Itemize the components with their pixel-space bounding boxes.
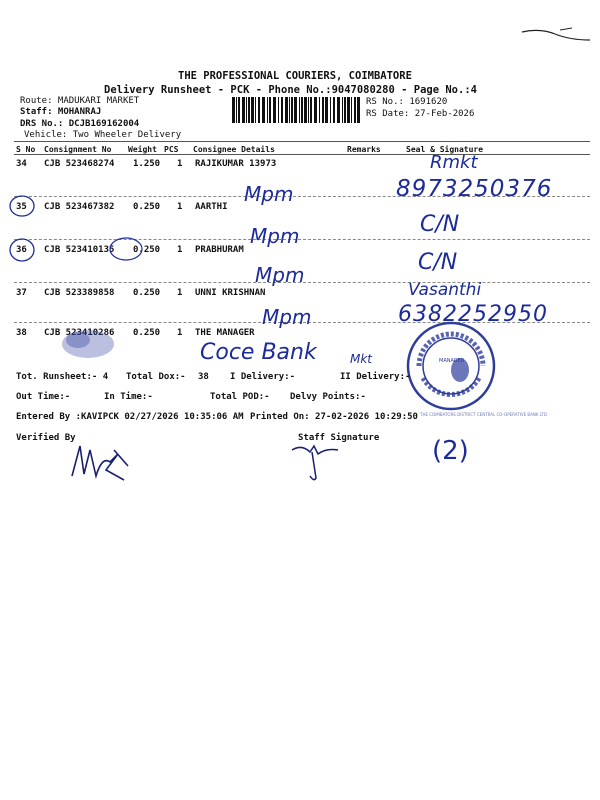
handwritten-name: Rmkt [430,152,478,173]
sno-circle-36 [8,237,38,263]
handwritten-name: Vasanthi [408,280,482,300]
handwritten-cn: C/N [418,250,458,275]
consignment-circle-36 [108,236,148,262]
row-sno: 36 [16,245,27,255]
barcode-bar [258,97,260,123]
handwritten-count: (2) [432,436,469,466]
row-consignment: CJB 523410286 [44,328,115,338]
handwritten-mark: Mpm [262,305,312,329]
row-weight: 0.250 [133,328,161,338]
rs-date: RS Date: 27-Feb-2026 [366,109,475,119]
row-consignment: CJB 523467382 [44,202,115,212]
barcode-bar [357,97,360,123]
table-header-top-rule [14,141,590,142]
handwritten-phone: 6382252950 [398,302,548,327]
barcode-bar [342,97,343,123]
vehicle-label: Vehicle: Two Wheeler Delivery [24,130,182,140]
row-consignee: AARTHI [195,202,228,212]
bank-seal-stamp [405,320,497,412]
barcode-bar [267,97,268,123]
barcode-bar [314,97,317,123]
row-pcs: 1 [177,245,183,255]
total-pod: Total POD:- [210,392,270,402]
stamp-ring-text: THE COIMBATORE DISTRICT CENTRAL CO-OPERATIVE BANK LTD. [420,412,549,417]
row-consignee: UNNI KRISHNAN [195,288,266,298]
delvy-points: Delvy Points:- [290,392,366,402]
row-consignment: CJB 523410135 [44,245,115,255]
barcode-bar [301,97,303,123]
entered-by: Entered By :KAVIPCK 02/27/2026 10:35:06 AM [16,412,244,422]
row-weight: 1.250 [133,159,161,169]
route-label: Route: MADUKARI MARKET [20,96,140,106]
table-header-bottom-rule [14,154,590,155]
verified-by-label: Verified By [16,433,76,443]
handwritten-phone: 8973250376 [396,176,553,202]
barcode-bar [262,97,265,123]
ii-delivery: II Delivery:- [340,372,411,382]
row-sno: 37 [16,288,27,298]
row-pcs: 1 [177,202,183,212]
row-consignee: RAJIKUMAR 13973 [195,159,277,169]
barcode-bar [322,97,324,123]
stamp-center-text: MANAGER [439,358,465,364]
row-consignment: CJB 523468274 [44,159,115,169]
barcode [232,97,362,123]
out-time: Out Time:- [16,392,71,402]
sno-circle-35 [8,194,38,218]
col-pcs: PCS [164,145,179,154]
rs-number: RS No.: 1691620 [366,97,448,107]
col-seal-signature: Seal & Signature [406,145,484,154]
barcode-bar [291,97,293,123]
barcode-bar [238,97,240,123]
barcode-bar [304,97,307,123]
runsheet-subtitle: Delivery Runsheet - PCK - Phone No.:9047080280 - Page No.:4 [104,84,477,96]
total-dox-value: 38 [198,372,209,382]
row-pcs: 1 [177,159,183,169]
barcode-bar [242,97,245,123]
barcode-bar [344,97,346,123]
barcode-bar [333,97,335,123]
stamp-smudge [56,326,126,362]
verified-by-signature [66,436,136,486]
row-weight: 0.250 [133,245,161,255]
col-sno: S No [16,145,36,154]
company-title: THE PROFESSIONAL COURIERS, COIMBATORE [178,70,412,82]
barcode-bar [278,97,279,123]
barcode-bar [330,97,331,123]
col-weight: Weight [128,145,157,154]
barcode-bar [269,97,271,123]
barcode-bar [310,97,312,123]
barcode-bar [251,97,254,123]
printed-on: Printed On: 27-02-2026 10:29:50 [250,412,418,422]
barcode-bar [285,97,288,123]
barcode-bar [299,97,300,123]
handwritten-note: Mkt [350,352,373,366]
barcode-bar [354,97,356,123]
barcode-bar [248,97,250,123]
barcode-bar [289,97,290,123]
barcode-bar [308,97,309,123]
handwritten-mark: Mpm [244,182,294,206]
barcode-bar [236,97,237,123]
barcode-bar [281,97,283,123]
barcode-bar [325,97,328,123]
staff-signature-label: Staff Signature [298,433,380,443]
handwritten-note: Coce Bank [200,340,317,365]
row-sno: 35 [16,202,27,212]
total-runsheet: Tot. Runsheet:- 4 [16,372,109,382]
col-consignment: Consignment No [44,145,112,154]
row-consignee: THE MANAGER [195,328,255,338]
drs-number: DRS No.: DCJB169162004 [20,119,140,129]
row-divider [14,239,590,240]
staff-signature [288,440,348,484]
corner-scribble [520,22,600,52]
handwritten-mark: Mpm [255,263,305,287]
barcode-bar [337,97,340,123]
handwritten-cn: C/N [420,212,460,237]
barcode-bar [273,97,276,123]
barcode-bar [351,97,352,123]
row-sno: 34 [16,159,27,169]
row-weight: 0.250 [133,202,161,212]
handwritten-mark: Mpm [250,224,300,248]
row-sno: 38 [16,328,27,338]
barcode-bar [347,97,350,123]
barcode-bar [294,97,297,123]
barcode-bar [232,97,235,123]
col-consignee: Consignee Details [193,145,275,154]
total-dox-label: Total Dox:- [126,372,186,382]
barcode-bar [246,97,247,123]
col-remarks: Remarks [347,145,381,154]
row-pcs: 1 [177,328,183,338]
row-consignment: CJB 523389858 [44,288,115,298]
barcode-bar [255,97,256,123]
row-consignee: PRABHURAM [195,245,244,255]
barcode-bar [319,97,320,123]
row-weight: 0.250 [133,288,161,298]
in-time: In Time:- [104,392,153,402]
row-pcs: 1 [177,288,183,298]
i-delivery: I Delivery:- [230,372,296,382]
staff-label: Staff: MOHANRAJ [20,107,102,117]
